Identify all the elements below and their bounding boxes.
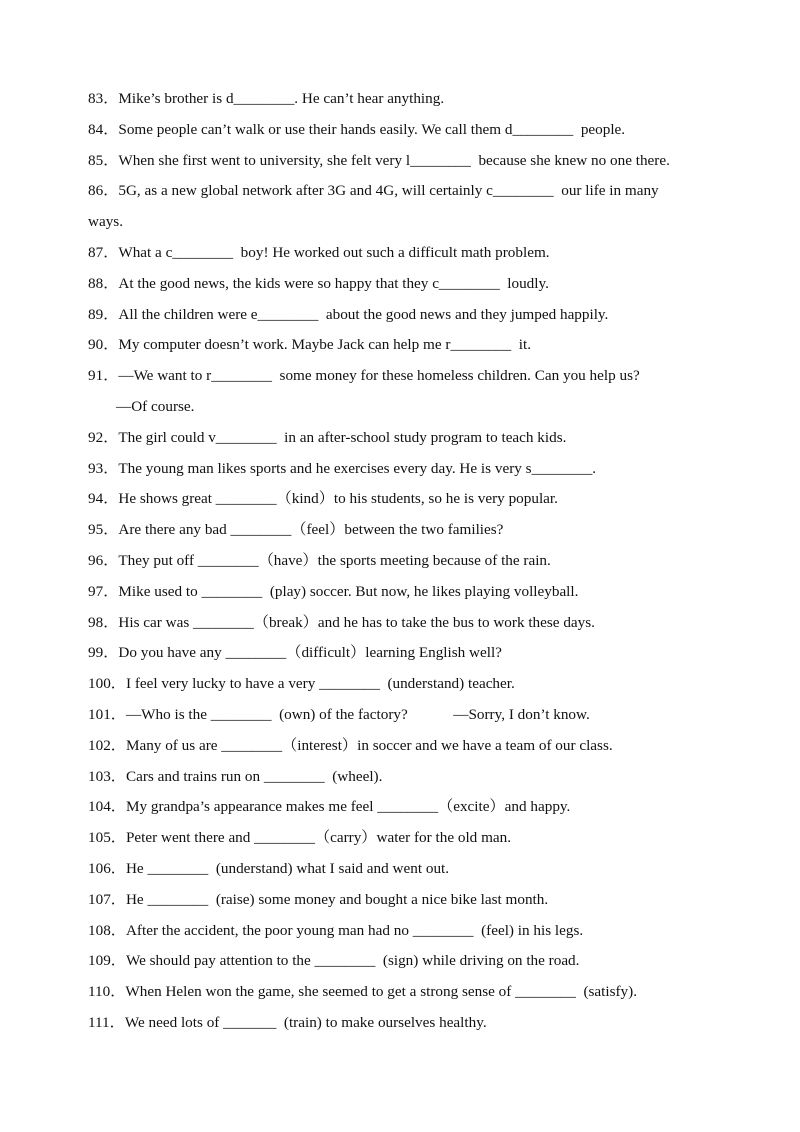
exercise-line: 107．He ________ (raise) some money and bought a nice bike last month.	[88, 890, 549, 908]
exercise-line: 103．Cars and trains run on ________ (wheel).	[88, 767, 383, 785]
exercise-line: 84．Some people can’t walk or use their hands easily. We call them d________ people.	[88, 120, 626, 138]
exercise-line: 85．When she first went to university, she felt very l________ because she knew no one there.	[88, 151, 670, 169]
exercise-line: 87．What a c________ boy! He worked out such a difficult math problem.	[88, 243, 550, 261]
exercise-line: 96．They put off ________（have）the sports meeting because of the rain.	[88, 551, 551, 569]
exercise-line: 104．My grandpa’s appearance makes me feel ________（excite）and happy.	[88, 798, 571, 816]
exercise-line: 89．All the children were e________ about the good news and they jumped happily.	[88, 305, 609, 323]
exercise-line: 109．We should pay attention to the ________ (sign) while driving on the road.	[88, 952, 580, 970]
exercise-line: 101．—Who is the ________ (own) of the factory? —Sorry, I don’t know.	[88, 705, 590, 723]
exercise-line: 102．Many of us are ________（interest）in soccer and we have a team of our class.	[88, 736, 613, 754]
exercise-line: 97．Mike used to ________ (play) soccer. But now, he likes playing volleyball.	[88, 582, 579, 600]
exercise-line: 92．The girl could v________ in an after-school study program to teach kids.	[88, 428, 567, 446]
exercise-line: 98．His car was ________（break）and he has to take the bus to work these days.	[88, 613, 595, 631]
exercise-line: 83．Mike’s brother is d________. He can’t hear anything.	[88, 90, 445, 107]
exercise-line-continuation: ways.	[88, 213, 124, 231]
exercise-line: 100．I feel very lucky to have a very ________ (understand) teacher.	[88, 675, 515, 693]
exercise-line-continuation: —Of course.	[116, 397, 195, 415]
exercise-line: 105．Peter went there and ________（carry）water for the old man.	[88, 829, 512, 847]
exercise-line: 99．Do you have any ________（difficult）learning English well?	[88, 644, 502, 662]
exercise-line: 88．At the good news, the kids were so happy that they c________ loudly.	[88, 274, 549, 292]
exercise-line: 110．When Helen won the game, she seemed to get a strong sense of ________ (satisfy).	[88, 983, 638, 1001]
exercise-line: 106．He ________ (understand) what I said and went out.	[88, 859, 450, 877]
exercise-line: 111．We need lots of _______ (train) to make ourselves healthy.	[88, 1013, 487, 1031]
exercise-line: 90．My computer doesn’t work. Maybe Jack can help me r________ it.	[88, 336, 532, 354]
exercise-line: 108．After the accident, the poor young man had no ________ (feel) in his legs.	[88, 921, 584, 939]
exercise-line: 94．He shows great ________（kind）to his students, so he is very popular.	[88, 490, 558, 508]
exercise-line: 91．—We want to r________ some money for these homeless children. Can you help us?	[88, 367, 640, 385]
exercise-line: 95．Are there any bad ________（feel）between the two families?	[88, 521, 504, 539]
exercise-line: 93．The young man likes sports and he exercises every day. He is very s________.	[88, 459, 597, 477]
exercise-line: 86．5G, as a new global network after 3G and 4G, will certainly c________ our life in many	[88, 182, 659, 200]
exercise-list	[88, 88, 768, 1043]
